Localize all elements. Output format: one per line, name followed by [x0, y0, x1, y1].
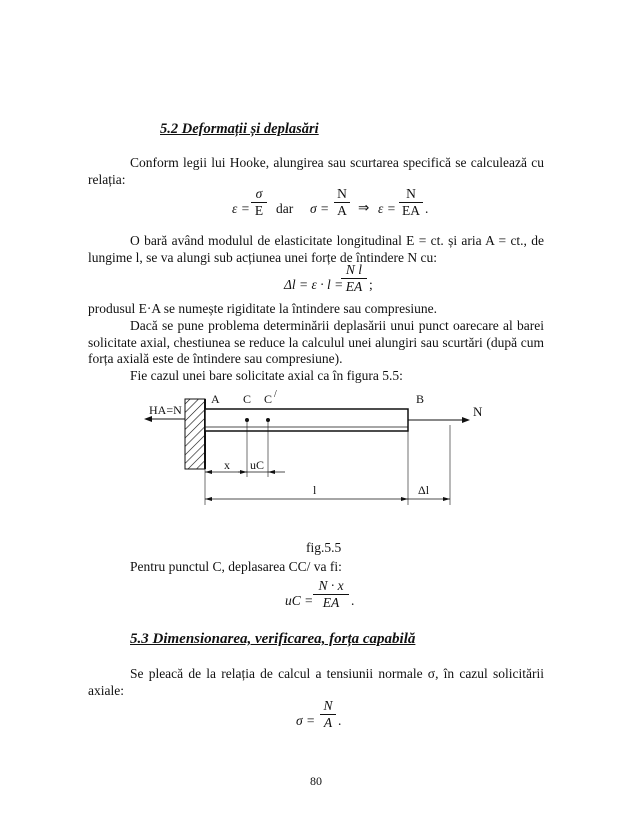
- label-A: A: [211, 392, 220, 406]
- label-reaction: HA=N: [149, 403, 182, 417]
- label-B: B: [416, 392, 425, 406]
- section-title-5-2: 5.2 Deformații și deplasări: [160, 121, 319, 137]
- paragraph-figure-intro: Fie cazul unei bare solicitate axial ca în figura 5.5:: [130, 368, 403, 383]
- section-title-5-3: 5.3 Dimensionarea, verificarea, forța capabilă: [130, 631, 416, 647]
- svg-text:x: x: [224, 458, 230, 472]
- bar: [205, 409, 408, 431]
- figure-axial-bar: [0, 385, 638, 545]
- page-number: 80: [310, 774, 322, 788]
- paragraph-displacement: Dacă se pune problema determinării deplasării unui punct oarecare al barei solicitate axial, chestiunea se reduce la calculul unei alungiri sau scurtări (după cum forța axială este de întindere sau compresiune).: [88, 318, 544, 366]
- svg-text:uC: uC: [250, 458, 265, 472]
- paragraph-bar: O bară având modulul de elasticitate longitudinal E = ct. și aria A = ct., de lungime l, se va alungi sub acțiunea unei forțe de întindere N cu:: [88, 233, 544, 265]
- figure-caption: fig.5.5: [306, 540, 342, 555]
- svg-text:/: /: [274, 389, 277, 400]
- point-C: [245, 418, 249, 422]
- point-C-prime: [266, 418, 270, 422]
- svg-text:l: l: [313, 483, 317, 497]
- paragraph-rigidity: produsul E·A se numește rigiditate la întindere sau compresiune.: [88, 301, 438, 316]
- paragraph-point-c: Pentru punctul C, deplasarea CC/ va fi:: [130, 559, 342, 574]
- label-C-prime: C: [264, 392, 273, 406]
- paragraph-sizing: Se pleacă de la relația de calcul a tensiunii normale σ, în cazul solicitării axiale:: [88, 666, 544, 698]
- label-C: C: [243, 392, 252, 406]
- label-force: N: [473, 404, 483, 419]
- svg-text:Δl: Δl: [418, 483, 430, 497]
- fixed-support: [185, 399, 205, 469]
- paragraph-hooke: Conform legii lui Hooke, alungirea sau scurtarea specifică se calculează cu relația:: [88, 155, 544, 187]
